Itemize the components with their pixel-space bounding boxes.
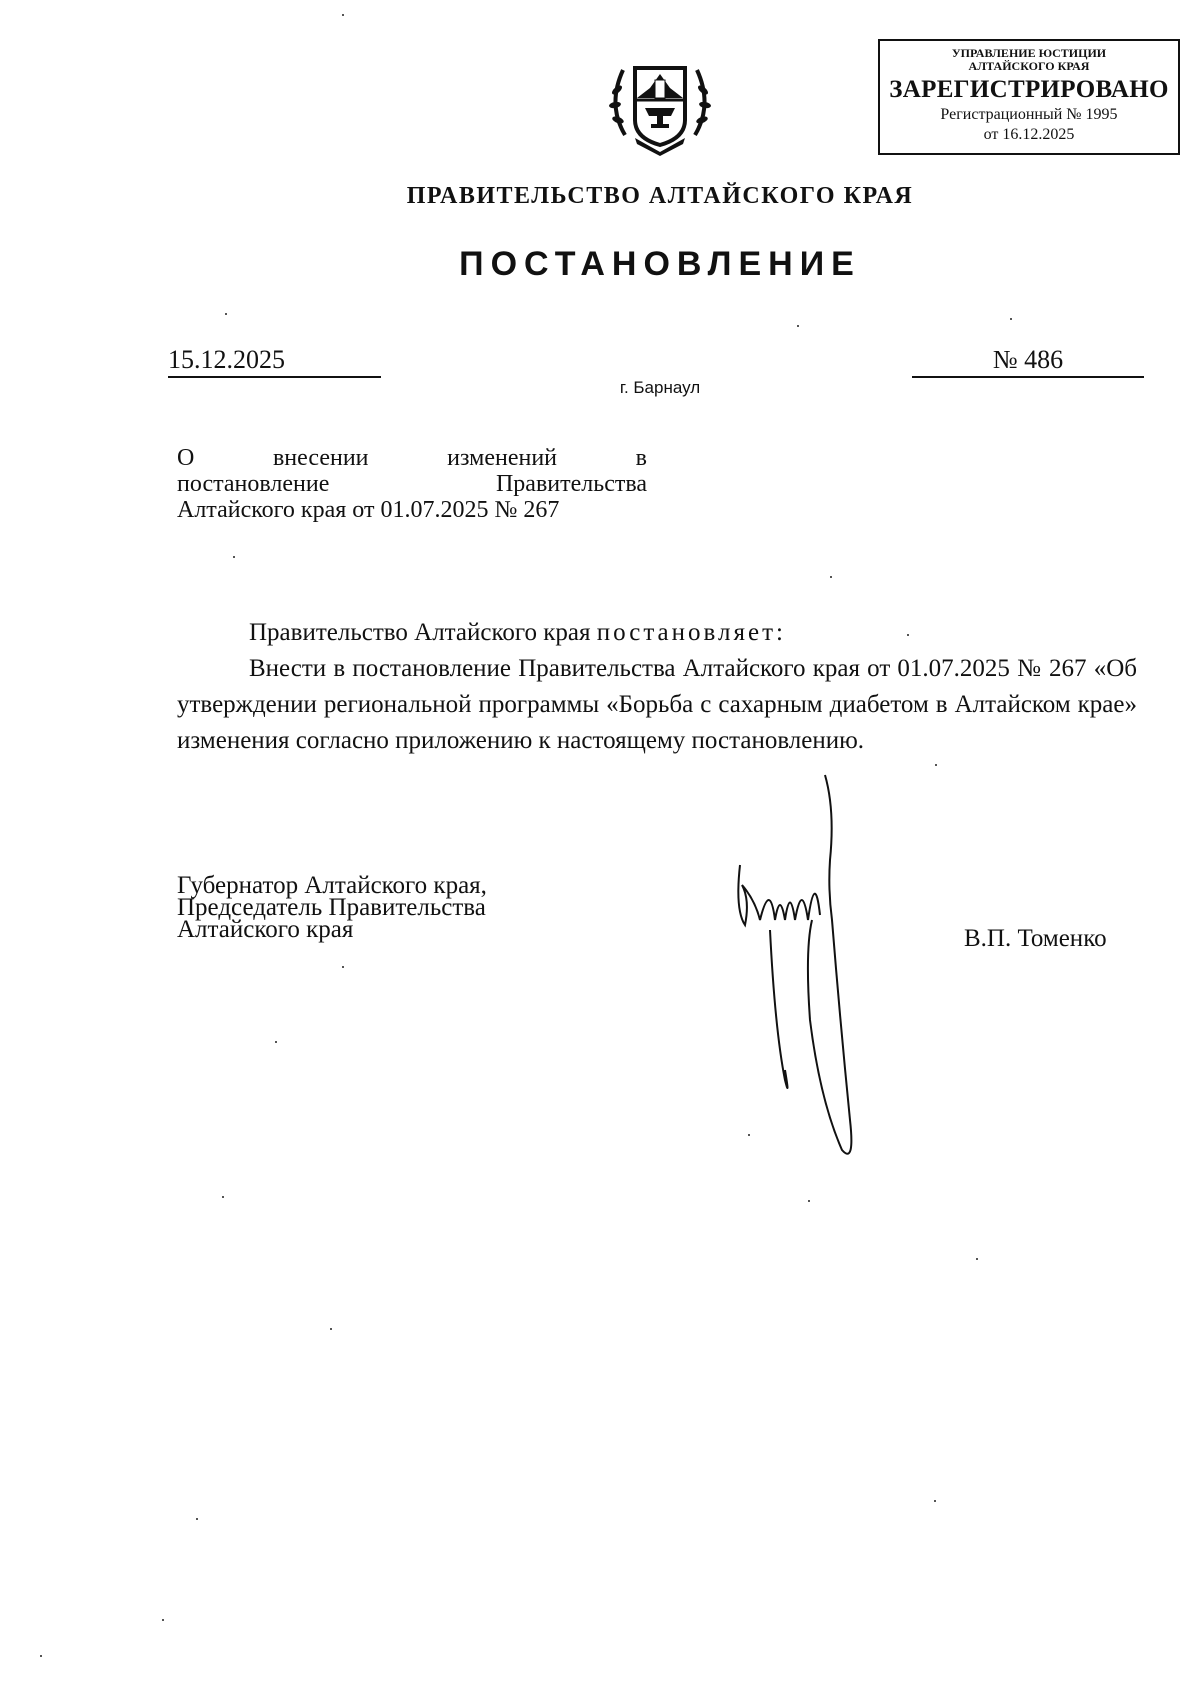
government-name: ПРАВИТЕЛЬСТВО АЛТАЙСКОГО КРАЯ — [406, 183, 914, 209]
subject-line: постановление Правительства — [177, 471, 647, 497]
scan-speck — [907, 634, 909, 636]
scan-speck — [976, 1258, 978, 1260]
signatory-position: Губернатор Алтайского края, Председатель Правительства Алтайского края — [177, 872, 487, 943]
document-body — [177, 615, 1137, 759]
scan-speck — [196, 1518, 198, 1520]
registration-stamp — [878, 39, 1180, 155]
scan-speck — [934, 1500, 936, 1502]
coat-of-arms-icon — [605, 50, 715, 165]
scan-speck — [748, 1134, 750, 1136]
scan-speck — [797, 325, 799, 327]
scan-speck — [233, 556, 235, 558]
stamp-reg-date: от 16.12.2025 — [983, 126, 1075, 143]
subject-line: О внесении изменений в — [177, 445, 647, 471]
scan-speck — [1010, 318, 1012, 320]
document-subject — [177, 445, 647, 523]
body-paragraph: Внести в постановление Правительства Алтайского края от 01.07.2025 № 267 «Об утверждении региональной программы «Борьба с сахарным диабетом в Алтайском крае» изменения согласно приложению к настоящему постановлению. — [177, 655, 1137, 754]
stamp-status: ЗАРЕГИСТРИРОВАНО — [889, 76, 1169, 103]
preamble: Правительство Алтайского края постановляет: — [249, 619, 786, 646]
document-type: ПОСТАНОВЛЕНИЕ — [459, 245, 861, 283]
scan-speck — [935, 764, 937, 766]
city: г. Барнаул — [619, 378, 701, 397]
scan-speck — [342, 14, 344, 16]
scan-speck — [162, 1619, 164, 1621]
document-date: 15.12.2025 — [168, 344, 381, 378]
document-number: № 486 — [912, 344, 1144, 378]
scan-speck — [222, 1196, 224, 1198]
stamp-line2: АЛТАЙСКОГО КРАЯ — [968, 59, 1090, 73]
handwritten-signature-icon — [730, 770, 900, 1175]
scan-speck — [275, 1041, 277, 1043]
scan-speck — [330, 1328, 332, 1330]
scan-speck — [40, 1655, 42, 1657]
scan-speck — [808, 1200, 810, 1202]
stamp-line1: УПРАВЛЕНИЕ ЮСТИЦИИ — [951, 46, 1107, 60]
scan-speck — [225, 313, 227, 315]
signatory-name: В.П. Томенко — [964, 925, 1107, 952]
scan-speck — [830, 576, 832, 578]
scan-speck — [342, 966, 344, 968]
stamp-reg-number: Регистрационный № 1995 — [940, 106, 1118, 123]
subject-line: Алтайского края от 01.07.2025 № 267 — [177, 497, 560, 523]
